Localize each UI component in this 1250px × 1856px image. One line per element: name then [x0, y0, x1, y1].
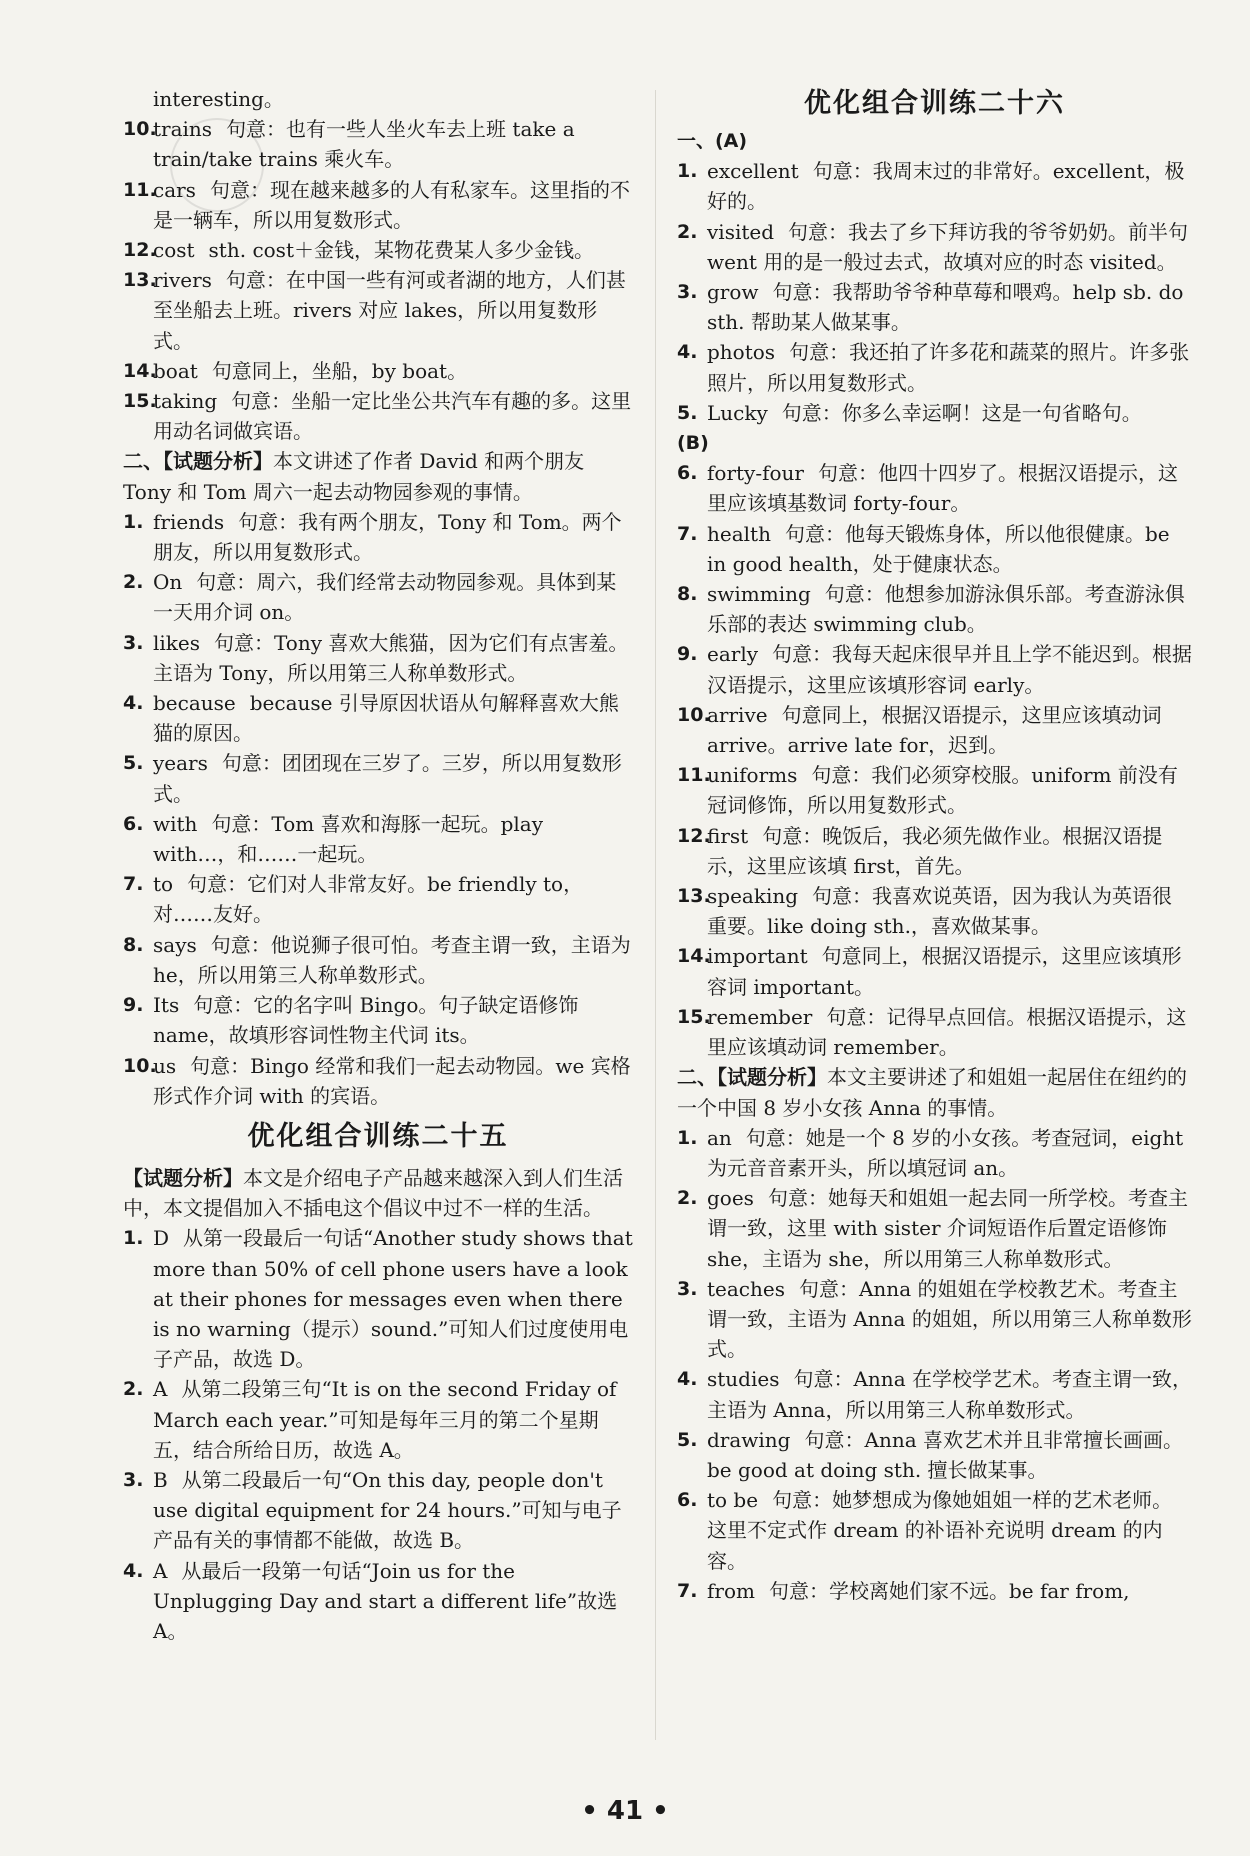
answer-item — [677, 458, 1192, 518]
item-number: 1. — [677, 160, 698, 183]
left-answer-list-b — [123, 507, 633, 1111]
item-answer: friends — [153, 509, 225, 534]
item-number: 6. — [677, 1489, 698, 1512]
item-number: 9. — [123, 994, 144, 1017]
answer-item — [677, 881, 1192, 941]
heading-26: 优化组合训练二十六 — [804, 88, 1065, 119]
item-answer: D — [153, 1226, 170, 1251]
item-answer: On — [153, 570, 183, 595]
item-number: 2. — [677, 220, 698, 243]
item-answer: early — [707, 642, 759, 667]
item-number: 4. — [677, 341, 698, 364]
item-answer: forty-four — [707, 461, 804, 486]
item-number: 2. — [677, 1187, 698, 1210]
item-answer: uniforms — [707, 763, 798, 788]
answer-item — [123, 356, 633, 386]
item-answer: drawing — [707, 1427, 791, 1452]
subsection-b: (B) — [677, 432, 709, 455]
answer-item — [677, 156, 1192, 216]
item-number: 4. — [677, 1368, 698, 1391]
right-column — [677, 88, 1192, 1606]
item-explanation: 句意：她梦想成为像她姐姐一样的艺术老师。这里不定式作 dream 的补语补充说明 dream 的内容。 — [707, 1488, 1173, 1573]
item-number: 12. — [677, 824, 711, 847]
answer-item — [677, 1183, 1192, 1274]
item-explanation: 句意：Anna 的姐姐在学校教艺术。考查主谓一致，主语为 Anna 的姐姐，所以用第三人称单数形式。 — [707, 1276, 1192, 1362]
item-answer: cost — [153, 238, 195, 263]
answer-item — [123, 1465, 633, 1556]
item-explanation: sth. cost＋金钱，某物花费某人多少金钱。 — [208, 238, 594, 263]
item-number: 2. — [123, 571, 144, 594]
item-explanation: 句意：记得早点回信。根据汉语提示，这里应该填动词 remember。 — [707, 1004, 1187, 1060]
item-explanation: 句意：你多么幸运啊！这是一句省略句。 — [781, 400, 1142, 425]
answer-item — [123, 265, 633, 356]
answer-item — [123, 1223, 633, 1374]
item-number: 10. — [123, 1054, 157, 1077]
answer-item — [123, 114, 633, 174]
item-number: 3. — [677, 281, 698, 304]
item-answer: swimming — [707, 582, 811, 607]
item-explanation: 句意：他想参加游泳俱乐部。考查游泳俱乐部的表达 swimming club。 — [707, 582, 1185, 637]
continuation-text: interesting。 — [153, 87, 284, 111]
item-answer: rivers — [153, 268, 212, 293]
item-number: 7. — [677, 1579, 698, 1602]
answer-item — [677, 217, 1192, 277]
item-explanation: 句意：Anna 喜欢艺术并且非常擅长画画。be good at doing sth. 擅长做某事。 — [707, 1427, 1183, 1482]
item-number: 13. — [677, 885, 711, 908]
answer-item — [677, 337, 1192, 397]
item-explanation: 句意：他说狮子很可怕。考查主谓一致，主语为 he，所以用第三人称单数形式。 — [153, 932, 631, 987]
answer-item — [677, 519, 1192, 579]
answer-item — [123, 628, 633, 688]
answer-item — [123, 1556, 633, 1647]
answer-item — [677, 760, 1192, 820]
column-divider — [655, 90, 656, 1740]
item-number: 9. — [677, 643, 698, 666]
item-number: 10. — [123, 118, 157, 141]
answer-item — [123, 809, 633, 869]
item-number: 7. — [677, 522, 698, 545]
item-explanation: 从第二段最后一句“On this day, people don't use digital equipment for 24 hours.”可知与电子产品有关的事情都不能做，故选 B。 — [153, 1467, 622, 1553]
item-explanation: 从最后一段第一句话“Join us for the Unplugging Day and start a different life”故选 A。 — [153, 1558, 618, 1643]
item-explanation: 句意：学校离她们家不远。be far from, — [768, 1578, 1130, 1603]
right-section2-analysis — [677, 1062, 1192, 1122]
item-answer: an — [707, 1125, 732, 1150]
item-answer: speaking — [707, 884, 799, 909]
section25-text: 本文是介绍电子产品越来越深入到人们生活中，本文提倡加入不插电这个倡议中过不一样的生活。 — [123, 1165, 623, 1221]
item-answer: taking — [153, 389, 218, 414]
item-answer: years — [153, 751, 208, 776]
item-number: 3. — [123, 631, 144, 654]
item-number: 11. — [123, 178, 157, 201]
answer-item — [677, 1576, 1192, 1606]
item-explanation: 句意：团团现在三岁了。三岁，所以用复数形式。 — [153, 751, 622, 806]
item-explanation: 句意：Tony 喜欢大熊猫，因为它们有点害羞。主语为 Tony，所以用第三人称单数形式。 — [153, 630, 629, 685]
item-answer: to — [153, 872, 174, 897]
right-answer-list-a — [677, 156, 1192, 428]
item-explanation: 句意：它的名字叫 Bingo。句子缺定语修饰 name，故填形容词性物主代词 its。 — [153, 993, 579, 1048]
item-number: 1. — [123, 510, 144, 533]
section25-analysis — [123, 1163, 633, 1223]
item-explanation: 从第二段第三句“It is on the second Friday of March each year.”可知是每年三月的第二个星期五，结合所给日历，故选 A。 — [153, 1377, 617, 1462]
item-answer: Its — [153, 993, 180, 1018]
item-number: 4. — [123, 1559, 144, 1582]
item-answer: from — [707, 1578, 755, 1603]
item-explanation: 句意：Bingo 经常和我们一起去动物园。we 宾格形式作介词 with 的宾语。 — [153, 1053, 631, 1108]
answer-item — [123, 748, 633, 808]
item-answer: remember — [707, 1004, 813, 1029]
item-answer: photos — [707, 340, 776, 365]
answer-item — [123, 990, 633, 1050]
answer-item — [677, 398, 1192, 428]
answer-item — [123, 1051, 633, 1111]
item-answer: B — [153, 1467, 168, 1492]
answer-item — [677, 277, 1192, 337]
item-answer: excellent — [707, 159, 799, 184]
item-answer: likes — [153, 630, 201, 655]
section2-label: 二、【试题分析】 — [123, 449, 273, 474]
item-number: 6. — [677, 462, 698, 485]
subsection-a: 一、(A) — [677, 130, 748, 152]
item-number: 11. — [677, 764, 711, 787]
answer-item — [123, 567, 633, 627]
item-number: 5. — [123, 752, 144, 775]
item-explanation: 句意：我喜欢说英语，因为我认为英语很重要。like doing sth.，喜欢做某事。 — [707, 884, 1173, 939]
item-answer: first — [707, 823, 749, 848]
item-number: 2. — [123, 1378, 144, 1401]
item-number: 8. — [123, 933, 144, 956]
item-answer: health — [707, 521, 771, 546]
item-explanation: 句意：Anna 在学校学艺术。考查主谓一致，主语为 Anna，所以用第三人称单数形式。 — [707, 1367, 1192, 1422]
item-number: 13. — [123, 269, 157, 292]
left-answer-list-a — [123, 114, 633, 446]
item-answer: visited — [707, 219, 775, 244]
item-explanation: 句意：周六，我们经常去动物园参观。具体到某一天用介词 on。 — [153, 570, 617, 625]
item-number: 7. — [123, 873, 144, 896]
item-answer: studies — [707, 1367, 780, 1392]
answer-item — [677, 639, 1192, 699]
item-explanation: 句意同上，坐船，by boat。 — [211, 358, 468, 383]
heading-25: 优化组合训练二十五 — [247, 1120, 509, 1152]
item-explanation: 句意：我帮助爷爷种草莓和喂鸡。help sb. do sth. 帮助某人做某事。 — [707, 280, 1184, 335]
item-explanation: 句意：在中国一些有河或者湖的地方，人们甚至坐船去上班。rivers 对应 lakes，所以用复数形式。 — [153, 268, 626, 353]
section25-label: 【试题分析】 — [123, 1165, 243, 1190]
item-answer: A — [153, 1377, 168, 1402]
left-answer-list-c — [123, 1223, 633, 1646]
answer-item — [677, 1485, 1192, 1576]
item-number: 12. — [123, 239, 157, 262]
item-explanation: 句意同上，根据汉语提示，这里应该填形容词 important。 — [707, 944, 1182, 999]
item-number: 3. — [123, 1468, 144, 1491]
item-explanation: 句意：也有一些人坐火车去上班 take a train/take trains 乘火车。 — [153, 117, 575, 172]
answer-item — [123, 930, 633, 990]
item-explanation: 句意：我每天起床很早并且上学不能迟到。根据汉语提示，这里应该填形容词 early。 — [707, 642, 1193, 697]
item-answer: important — [707, 944, 808, 969]
right-section2-text: 本文主要讲述了和姐姐一起居住在纽约的一个中国 8 岁小女孩 Anna 的事情。 — [677, 1065, 1187, 1120]
item-answer: Lucky — [707, 400, 768, 425]
item-number: 5. — [677, 401, 698, 424]
item-number: 1. — [677, 1126, 698, 1149]
item-explanation: 句意：我们必须穿校服。uniform 前没有冠词修饰，所以用复数形式。 — [707, 763, 1178, 818]
item-answer: cars — [153, 177, 196, 202]
item-explanation: 句意：晚饭后，我必须先做作业。根据汉语提示，这里应该填 first，首先。 — [707, 823, 1163, 878]
answer-item — [123, 175, 633, 235]
item-explanation: 从第一段最后一句话“Another study shows that more than 50% of cell phone users have a look at their phones for messages even when there is no warning（提示）sound.”可知人们过度使用电子产品，故选 D。 — [153, 1226, 633, 1372]
item-explanation: 句意：他四十四岁了。根据汉语提示，这里应该填基数词 forty-four。 — [707, 461, 1178, 516]
item-explanation: 句意：我还拍了许多花和蔬菜的照片。许多张照片，所以用复数形式。 — [707, 340, 1190, 395]
item-explanation: 句意：Tom 喜欢和海豚一起玩。play with…，和……一起玩。 — [153, 811, 544, 867]
answer-item — [677, 1002, 1192, 1062]
item-explanation: 句意：我有两个朋友，Tony 和 Tom。两个朋友，所以用复数形式。 — [153, 509, 622, 565]
item-number: 5. — [677, 1428, 698, 1451]
answer-item — [123, 507, 633, 567]
right-section2-label: 二、【试题分析】 — [677, 1065, 827, 1090]
item-number: 15. — [677, 1005, 711, 1028]
item-number: 1. — [123, 1227, 144, 1250]
answer-item — [677, 700, 1192, 760]
item-answer: boat — [153, 358, 198, 383]
item-answer: A — [153, 1558, 168, 1583]
item-number: 10. — [677, 703, 711, 726]
item-explanation: 句意：现在越来越多的人有私家车。这里指的不是一辆车，所以用复数形式。 — [153, 177, 630, 232]
item-explanation: 句意同上，根据汉语提示，这里应该填动词 arrive。arrive late for，迟到。 — [707, 702, 1162, 758]
item-number: 8. — [677, 583, 698, 606]
answer-item — [677, 579, 1192, 639]
right-answer-list-b — [677, 458, 1192, 1062]
answer-item — [123, 688, 633, 748]
left-column — [123, 84, 633, 1646]
item-answer: says — [153, 932, 197, 957]
item-answer: with — [153, 811, 198, 836]
answer-item — [123, 235, 633, 265]
answer-item — [677, 1123, 1192, 1183]
item-number: 6. — [123, 812, 144, 835]
item-number: 4. — [123, 692, 144, 715]
answer-item — [677, 1364, 1192, 1424]
answer-item — [677, 1425, 1192, 1485]
answer-item — [123, 869, 633, 929]
item-number: 15. — [123, 390, 157, 413]
item-explanation: 句意：我周末过的非常好。excellent，极好的。 — [707, 159, 1185, 214]
item-answer: goes — [707, 1186, 754, 1211]
item-explanation: 句意：它们对人非常友好。be friendly to，对……友好。 — [153, 872, 584, 927]
answer-item — [677, 1274, 1192, 1365]
item-answer: teaches — [707, 1276, 785, 1301]
answer-item — [677, 821, 1192, 881]
item-number: 14. — [677, 945, 711, 968]
item-explanation: 句意：他每天锻炼身体，所以他很健康。be in good health，处于健康状态。 — [707, 521, 1170, 576]
item-number: 3. — [677, 1277, 698, 1300]
item-explanation: because 引导原因状语从句解释喜欢大熊猫的原因。 — [153, 691, 619, 746]
item-answer: grow — [707, 280, 759, 305]
answer-item — [123, 1374, 633, 1465]
section2-text: 本文讲述了作者 David 和两个朋友 Tony 和 Tom 周六一起去动物园参观的事情。 — [123, 449, 585, 504]
item-number: 14. — [123, 359, 157, 382]
item-answer: arrive — [707, 702, 768, 727]
item-explanation: 句意：坐船一定比坐公共汽车有趣的多。这里用动名词做宾语。 — [153, 389, 632, 444]
right-answer-list-c — [677, 1123, 1192, 1606]
item-explanation: 句意：她每天和姐姐一起去同一所学校。考查主谓一致，这里 with sister 介词短语作后置定语修饰 she，主语为 she，所以用第三人称单数形式。 — [707, 1186, 1188, 1271]
item-explanation: 句意：她是一个 8 岁的小女孩。考查冠词，eight 为元音音素开头，所以填冠词 an。 — [707, 1125, 1184, 1180]
item-answer: to be — [707, 1488, 759, 1513]
item-explanation: 句意：我去了乡下拜访我的爷爷奶奶。前半句 went 用的是一般过去式，故填对应的时态 visited。 — [707, 219, 1189, 274]
page-number: • 41 • — [581, 1796, 669, 1826]
section2-analysis — [123, 446, 633, 506]
answer-item — [677, 941, 1192, 1001]
item-answer: us — [153, 1053, 177, 1078]
item-answer: trains — [153, 117, 213, 142]
item-answer: because — [153, 691, 236, 716]
answer-item — [123, 386, 633, 446]
